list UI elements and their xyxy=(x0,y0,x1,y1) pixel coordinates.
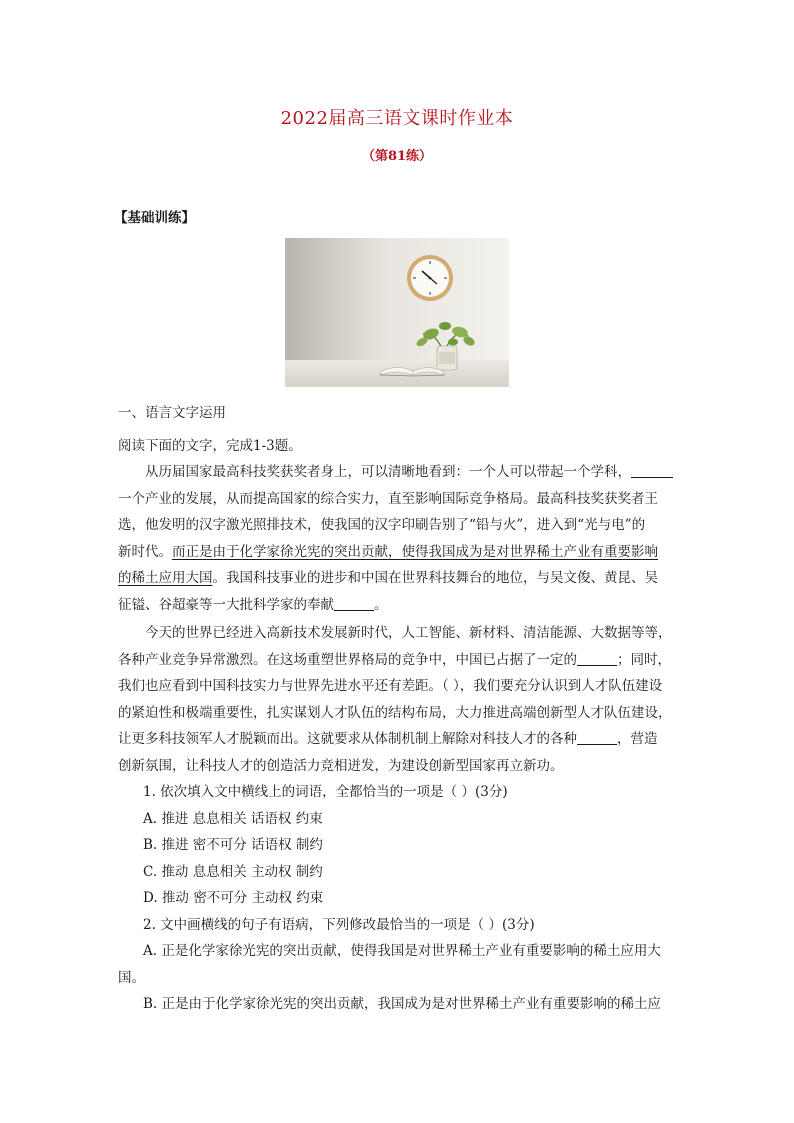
option-c: C. 推动 息息相关 主动权 制约 xyxy=(143,863,323,880)
option-a: A. 正是化学家徐光宪的突出贡献，使得我国是对世界稀土产业有重要影响的稀土应用大 xyxy=(143,943,661,959)
passage-line: 的紧迫性和极端重要性，扎实谋划人才队伍的结构布局，大力推进高端创新型人才队伍建设， xyxy=(118,704,672,721)
passage-line xyxy=(118,565,684,592)
passage-text: 征镒、谷超豪等一大批科学家的奉献 xyxy=(118,596,334,613)
question-1: 1. 依次填入文中横线上的词语，全都恰当的一项是（ ）(3分) xyxy=(143,784,508,800)
fill-blank xyxy=(577,730,617,745)
fill-blank xyxy=(631,463,673,478)
passage-text: 。 xyxy=(374,596,388,613)
underlined-sentence: 的稀土应用大国 xyxy=(118,570,213,586)
fill-blank xyxy=(577,651,617,666)
passage-line: 选，他发明的汉字激光照排技术，使我国的汉字印刷告别了“铅与火”，进入到“光与电”的 xyxy=(118,517,646,533)
option-b: B. 正是由于化学家徐光宪的突出贡献，我国成为是对世界稀土产业有重要影响的稀土应 xyxy=(143,996,662,1012)
passage-text: 让更多科技领军人才脱颖而出。这就要求从体制机制上解除对科技人才的各种 xyxy=(118,731,577,747)
option-a-continued: 国。 xyxy=(118,969,145,986)
question-2: 2. 文中画横线的句子有语病，下列修改最恰当的一项是（ ）(3分) xyxy=(143,916,535,933)
passage-text: 各种产业竞争异常激烈。在这场重塑世界格局的竞争中，中国已占据了一定的 xyxy=(118,651,577,668)
passage-line xyxy=(118,539,684,566)
passage-text: 新时代。 xyxy=(118,543,172,560)
page-subtitle: （第81练） xyxy=(361,149,433,164)
section-label: 【基础训练】 xyxy=(114,210,195,226)
passage-block xyxy=(118,400,684,1018)
wall-clock-icon xyxy=(407,255,453,301)
option-b: B. 推进 密不可分 话语权 制约 xyxy=(143,837,323,853)
passage-line: 创新氛围，让科技人才的创造活力竞相迸发，为建设创新型国家再立新功。 xyxy=(118,757,564,774)
passage-line xyxy=(118,647,684,674)
option-d: D. 推动 密不可分 主动权 约束 xyxy=(143,890,324,906)
underlined-sentence: 而正是由于化学家徐光宪的突出贡献，使得我国成为是对世界稀土产业有重要影响 xyxy=(172,543,658,560)
passage-text: 。我国科技事业的进步和中国在世界科技舞台的地位，与吴文俊、黄昆、吴 xyxy=(212,570,658,586)
fill-blank xyxy=(334,596,374,611)
passage-line: 我们也应看到中国科技实力与世界先进水平还有差距。（ ），我们要充分认识到人才队伍建设 xyxy=(118,678,663,694)
passage-line: 一个产业的发展，从而提高国家的综合实力，直至影响国际竞争格局。最高科技奖获奖者王 xyxy=(118,490,658,507)
passage-line xyxy=(118,726,684,753)
page-title: 2022届高三语文课时作业本 xyxy=(280,108,514,129)
instruction: 阅读下面的文字，完成1-3题。 xyxy=(118,437,302,454)
passage-text: ，营造 xyxy=(617,731,658,747)
passage-text: 从历届国家最高科技奖获奖者身上，可以清晰地看到：一个人可以带起一个学科， xyxy=(145,464,631,480)
passage-line xyxy=(118,459,684,486)
passage-line: 今天的世界已经进入高新技术发展新时代，人工智能、新材料、清洁能源、大数据等等， xyxy=(145,625,672,641)
passage-line xyxy=(118,592,684,619)
passage-text: ；同时， xyxy=(617,651,671,668)
option-a: A. 推进 息息相关 话语权 约束 xyxy=(143,810,323,827)
part-heading: 一、语言文字运用 xyxy=(118,405,226,421)
clock-plant-book-photo xyxy=(285,238,509,387)
